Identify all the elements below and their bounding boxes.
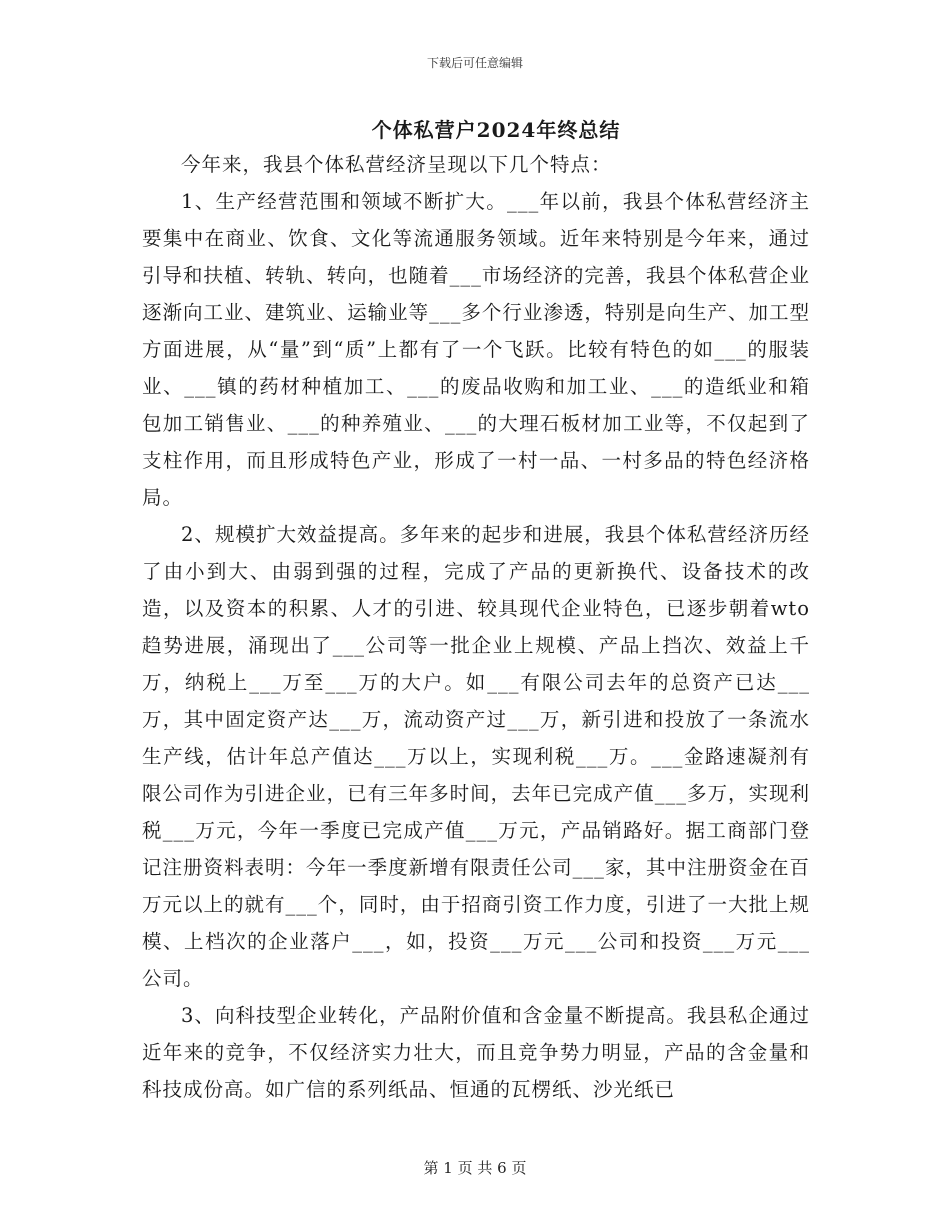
paragraph-1: 1、生产经营范围和领域不断扩大。___年以前，我县个体私营经济主要集中在商业、饮食、文化等流通服务领域。近年来特别是今年来，通过引导和扶植、转轨、转向，也随着___市场经济的完善，我县个体私营企业逐渐向工业、建筑业、运输业等___多个行业渗透，特别是向生产、加工型方面进展，从“量”到“质”上都有了一个飞跃。比较有特色的如___的服装业、___镇的药材种植加工、___的废品收购和加工业、___的造纸业和箱包加工销售业、___的种养殖业、___的大理石板材加工业等，不仅起到了支柱作用，而且形成特色产业，形成了一村一品、一村多品的特色经济格局。 (142, 190, 810, 509)
document-body (142, 146, 810, 1108)
header-note: 下载后可任意编辑 (426, 56, 523, 70)
paragraph-3: 3、向科技型企业转化，产品附价值和含金量不断提高。我县私企通过近年来的竞争，不仅经济实力壮大，而且竞争势力明显，产品的含金量和科技成份高。如广信的系列纸品、恒通的瓦楞纸、沙光纸已 (142, 1004, 810, 1101)
page-indicator: 第 1 页 共 6 页 (423, 1159, 527, 1177)
document-title: 个体私营户2024年终总结 (371, 118, 621, 142)
paragraph-2: 2、规模扩大效益提高。多年来的起步和进展，我县个体私营经济历经了由小到大、由弱到强的过程，完成了产品的更新换代、设备技术的改造，以及资本的积累、人才的引进、较具现代企业特色，已逐步朝着wto趋势进展，涌现出了___公司等一批企业上规模、产品上挡次、效益上千万，纳税上___万至___万的大户。如___有限公司去年的总资产已达___万，其中固定资产达___万，流动资产过___万，新引进和投放了一条流水生产线，估计年总产值达___万以上，实现利税___万。___金路速凝剂有限公司作为引进企业，已有三年多时间，去年已完成产值___多万，实现利税___万元，今年一季度已完成产值___万元，产品销路好。据工商部门登记注册资料表明：今年一季度新增有限责任公司___家，其中注册资金在百万元以上的就有___个，同时，由于招商引资工作力度，引进了一大批上规模、上档次的企业落户___，如，投资___万元___公司和投资___万元___公司。 (142, 523, 810, 990)
paragraph-intro: 今年来，我县个体私营经济呈现以下几个特点： (181, 153, 612, 176)
